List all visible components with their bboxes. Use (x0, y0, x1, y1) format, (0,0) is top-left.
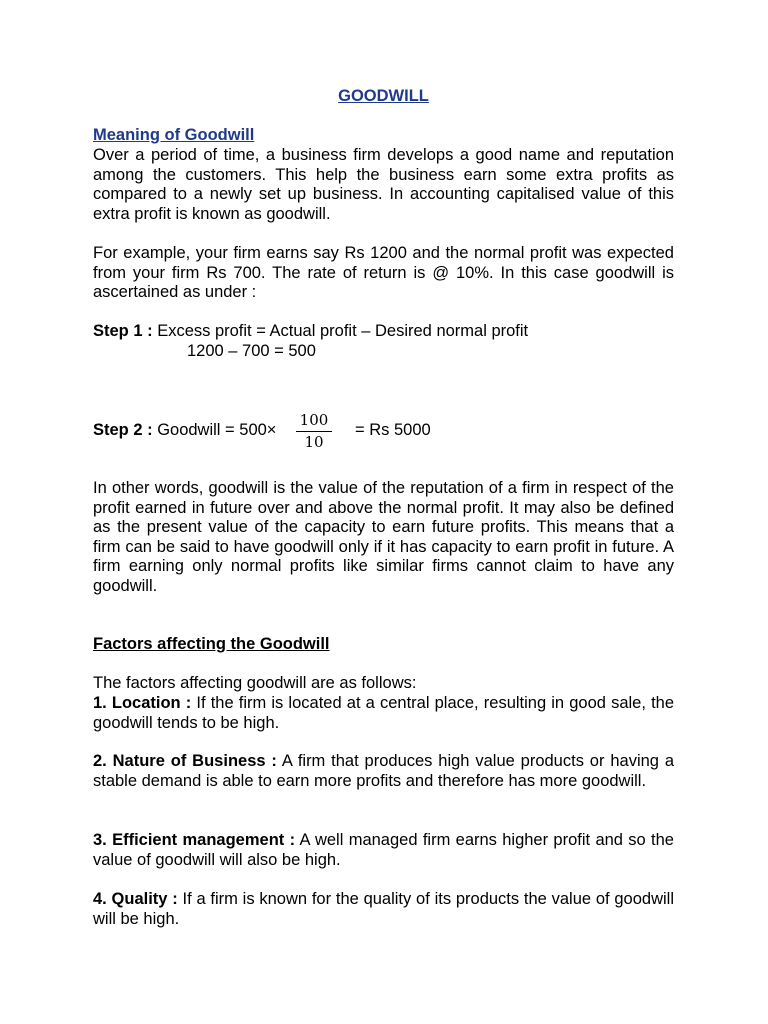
fraction-numerator: 100 (296, 412, 332, 432)
factor-quality (93, 890, 674, 929)
factors-intro: The factors affecting goodwill are as follows: (93, 674, 417, 692)
step1-label: Step 1 : (93, 322, 153, 340)
factor-text: A well managed firm earns higher profit and so the value of goodwill will also be high. (93, 831, 674, 869)
explanation-paragraph: In other words, goodwill is the value of the reputation of a firm in respect of the profit earned in future over and above the normal profit. It may also be defined as the present value of the capacity to earn future profits. This means that a firm can be said to have goodwill only if it has capacity to earn profit in future. A firm earning only normal profits like similar firms cannot claim to have any goodwill. (93, 479, 674, 595)
step1-text: Excess profit = Actual profit – Desired normal profit (152, 322, 529, 340)
factor-label: 2. Nature of Business : (93, 752, 277, 770)
step2-label: Step 2 : (93, 421, 153, 439)
meaning-heading: Meaning of Goodwill (93, 126, 255, 144)
factor-text: A firm that produces high value products or having a stable demand is able to earn more profits and therefore has more goodwill. (93, 752, 674, 790)
step2-text: Goodwill = 500× (152, 421, 277, 439)
document-title: GOODWILL (338, 87, 429, 105)
factor-text: If the firm is located at a central place, resulting in good sale, the goodwill tends to be high. (93, 694, 675, 732)
example-paragraph: For example, your firm earns say Rs 1200 and the normal profit was expected from your firm Rs 700. The rate of return is @ 10%. In this case goodwill is ascertained as under : (93, 244, 674, 301)
step2-fraction (296, 412, 332, 451)
step2-line (93, 421, 276, 441)
factor-label: 1. Location : (93, 694, 192, 712)
factor-location (93, 694, 674, 733)
factor-nature-of-business (93, 752, 674, 791)
step1-line (93, 322, 528, 342)
step2-result: = Rs 5000 (355, 421, 431, 439)
step1-calculation: 1200 – 700 = 500 (187, 342, 316, 360)
factor-text: If a firm is known for the quality of its products the value of goodwill will be high. (93, 890, 674, 928)
factor-label: 3. Efficient management : (93, 831, 296, 849)
factor-efficient-management (93, 831, 674, 870)
fraction-denominator: 10 (304, 433, 324, 451)
factors-heading: Factors affecting the Goodwill (93, 635, 330, 653)
factor-label: 4. Quality : (93, 890, 178, 908)
meaning-paragraph: Over a period of time, a business firm develops a good name and reputation among the customers. This help the business earn some extra profits as compared to a newly set up business. In accounting capitalised value of this extra profit is known as goodwill. (93, 146, 674, 223)
